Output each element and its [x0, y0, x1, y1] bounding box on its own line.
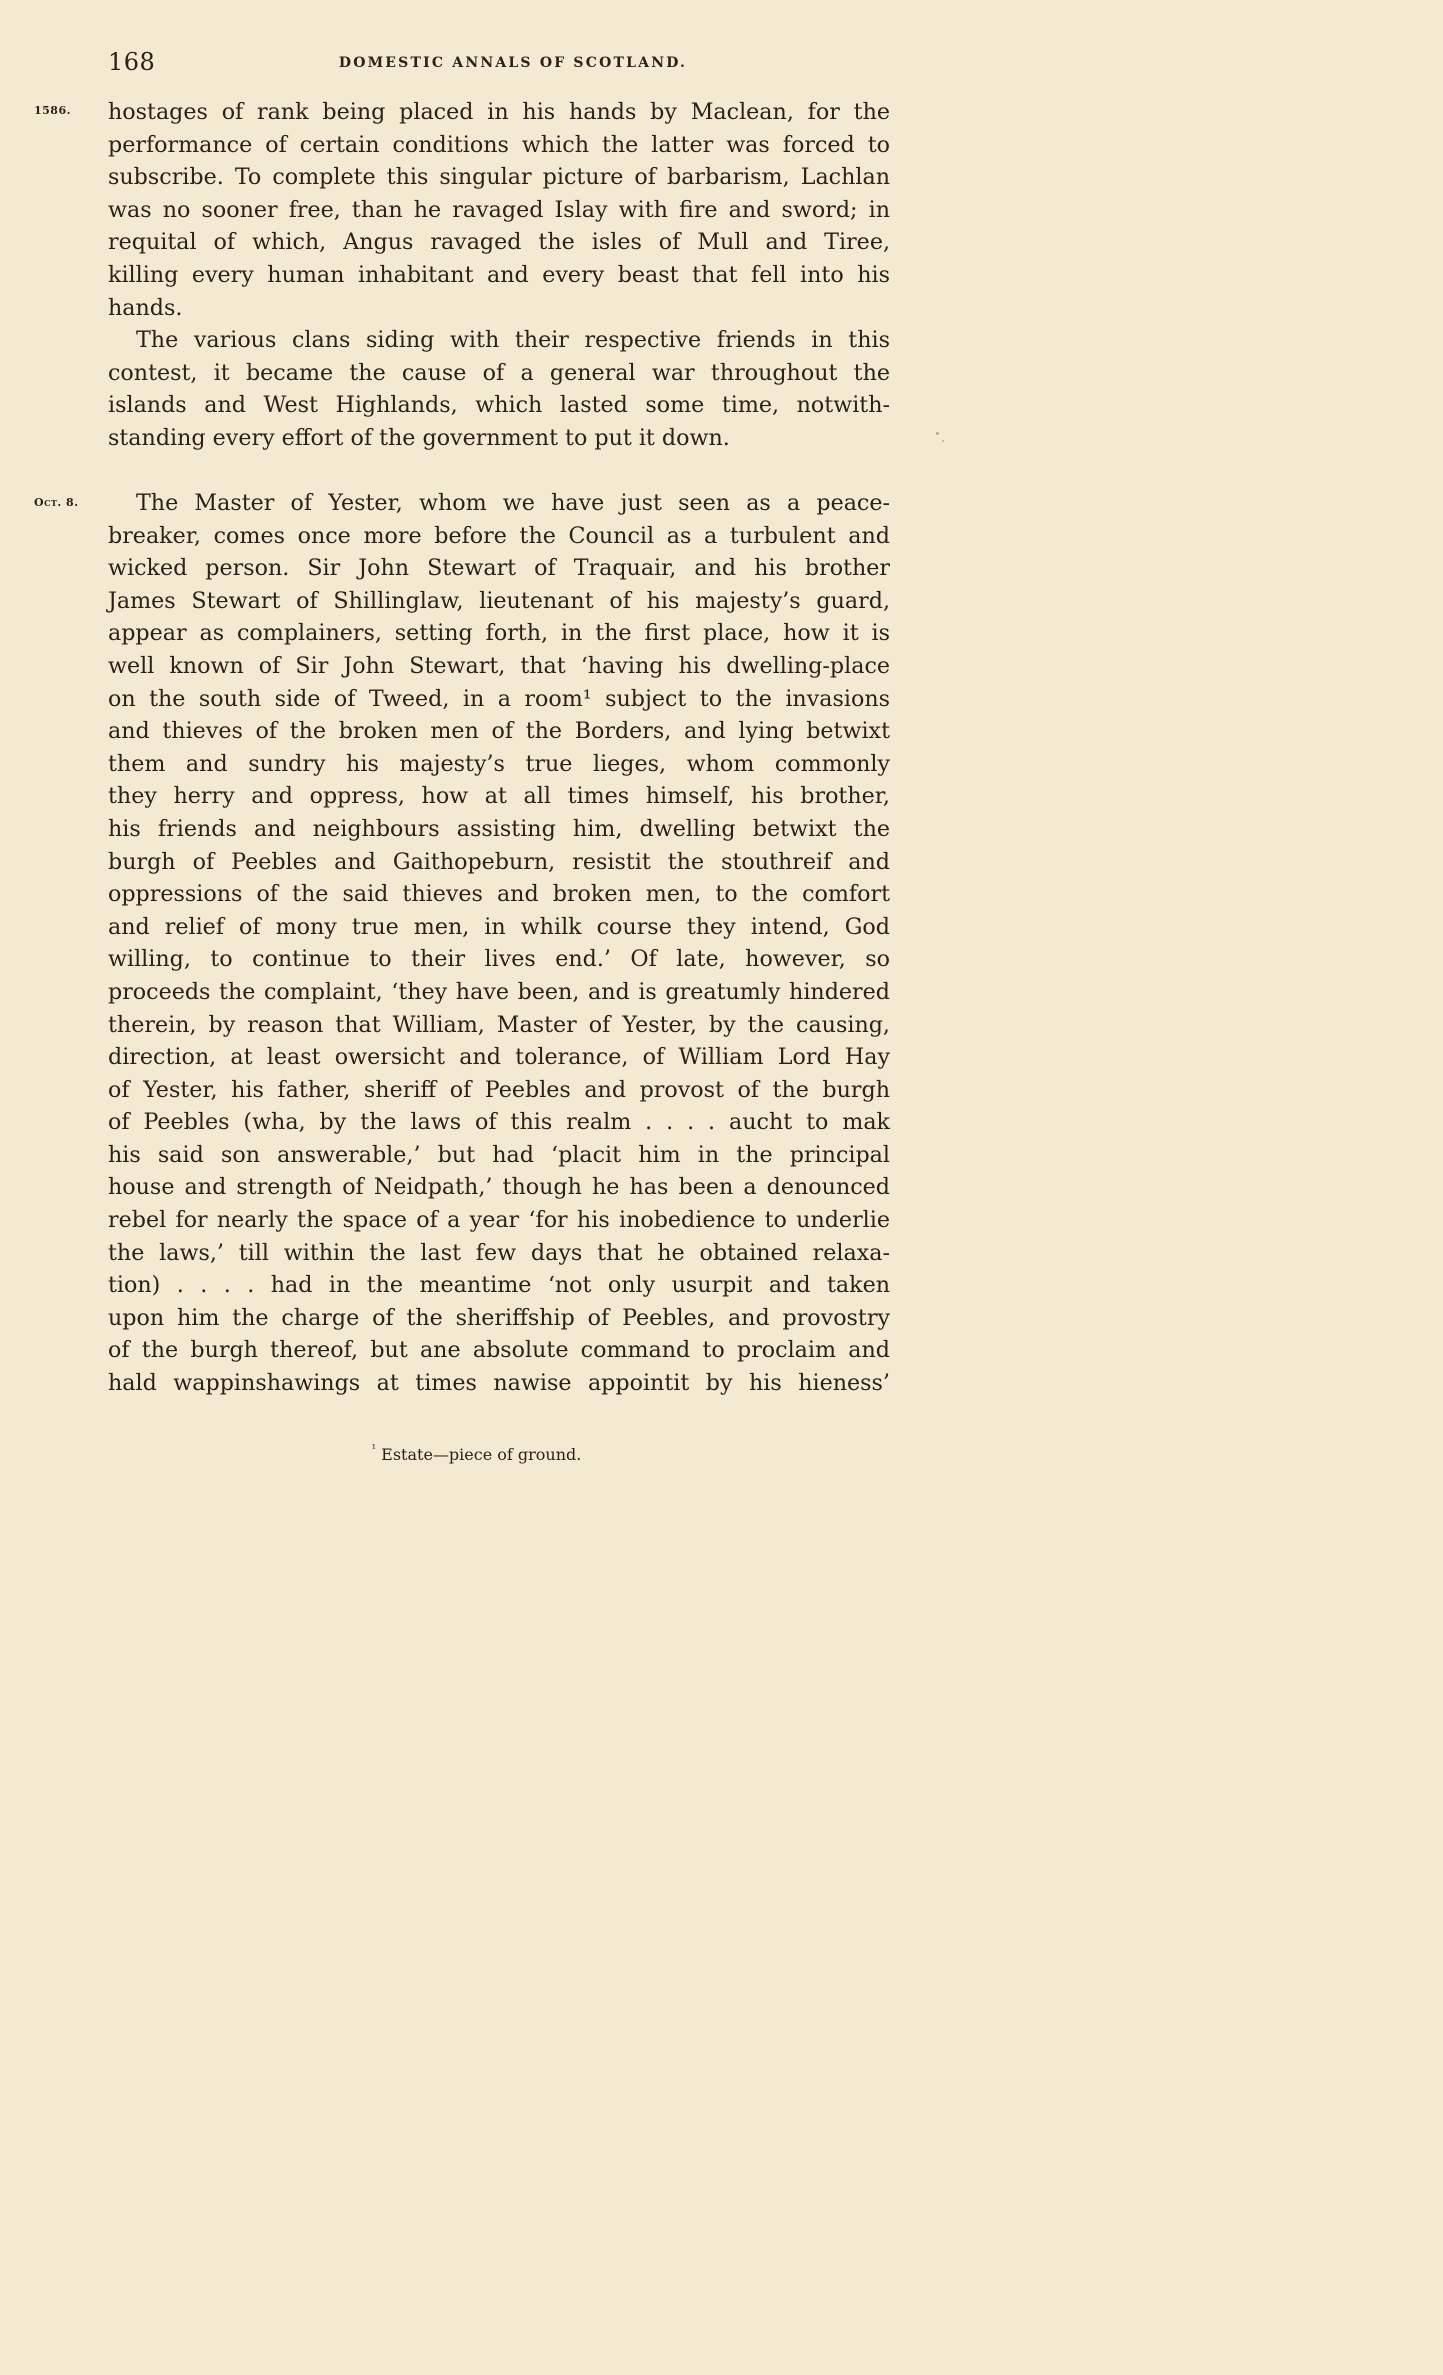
text-line: standing every effort of the government to put it down. [108, 424, 730, 451]
footnote [0, 1442, 953, 1464]
text-line: was no sooner free, than he ravaged Islay with fire and sword; in [108, 196, 890, 223]
text-line: killing every human inhabitant and every beast that fell into his [108, 261, 890, 288]
paper-speck [936, 432, 939, 435]
paragraph-1 [108, 96, 890, 324]
page-header [108, 48, 888, 78]
paragraph-3 [108, 487, 890, 1400]
text-line: The Master of Yester, whom we have just seen as a peace- [136, 490, 890, 516]
text-line: well known of Sir John Stewart, that ‘having his dwelling-place [108, 652, 890, 679]
page-number: 168 [108, 48, 156, 76]
book-page [0, 0, 953, 1568]
text-line: them and sundry his majesty’s true lieges, whom commonly [108, 750, 890, 777]
text-line: therein, by reason that William, Master of Yester, by the causing, [108, 1011, 890, 1038]
footnote-text: Estate—piece of ground. [381, 1445, 582, 1464]
text-line: burgh of Peebles and Gaithopeburn, resistit the stouthreif and [108, 848, 890, 875]
running-head: DOMESTIC ANNALS OF SCOTLAND. [338, 55, 688, 71]
text-line: islands and West Highlands, which lasted some time, notwith- [108, 392, 890, 419]
paragraph-2 [108, 324, 890, 454]
margin-date: Oct. 8. [34, 496, 79, 509]
text-line: the laws,’ till within the last few days that he obtained relaxa- [108, 1239, 890, 1266]
text-line: house and strength of Neidpath,’ though he has been a denounced [108, 1174, 890, 1201]
text-line: subscribe. To complete this singular picture of barbarism, Lachlan [108, 164, 890, 191]
text-line: contest, it became the cause of a general war throughout the [108, 359, 890, 386]
text-line: of the burgh thereof, but ane absolute command to proclaim and [108, 1337, 890, 1364]
text-line: and thieves of the broken men of the Borders, and lying betwixt [108, 718, 890, 745]
text-line: upon him the charge of the sheriffship of Peebles, and provostry [108, 1304, 890, 1331]
text-line: wicked person. Sir John Stewart of Traquair, and his brother [108, 555, 890, 582]
footnote-marker: ¹ [371, 1442, 377, 1455]
text-line: appear as complainers, setting forth, in the first place, how it is [108, 620, 890, 647]
text-line: performance of certain conditions which the latter was forced to [108, 131, 890, 158]
text-line: of Peebles (wha, by the laws of this realm . . . . aucht to mak [108, 1109, 890, 1136]
text-line: The various clans siding with their respective friends in this [136, 327, 890, 353]
text-line: on the south side of Tweed, in a room¹ subject to the invasions [108, 685, 890, 712]
text-line: willing, to continue to their lives end.’ Of late, however, so [108, 946, 890, 973]
text-line: breaker, comes once more before the Council as a turbulent and [108, 522, 890, 549]
text-line: oppressions of the said thieves and broken men, to the comfort [108, 881, 890, 908]
text-line: rebel for nearly the space of a year ‘for his inobedience to underlie [108, 1207, 890, 1234]
paper-speck [942, 440, 944, 442]
text-line: tion) . . . . had in the meantime ‘not only usurpit and taken [108, 1272, 890, 1299]
text-line: they herry and oppress, how at all times himself, his brother, [108, 783, 890, 810]
text-line: hands. [108, 294, 183, 321]
text-line: James Stewart of Shillinglaw, lieutenant of his majesty’s guard, [108, 587, 890, 614]
text-line: hald wappinshawings at times nawise appointit by his hieness’ [108, 1370, 890, 1397]
text-line: requital of which, Angus ravaged the isles of Mull and Tiree, [108, 229, 890, 256]
text-line: and relief of mony true men, in whilk course they intend, God [108, 913, 890, 940]
text-line: his friends and neighbours assisting him, dwelling betwixt the [108, 815, 890, 842]
margin-year: 1586. [34, 104, 71, 117]
text-line: his said son answerable,’ but had ‘placit him in the principal [108, 1141, 890, 1168]
text-line: proceeds the complaint, ‘they have been, and is greatumly hindered [108, 978, 890, 1005]
text-line: of Yester, his father, sheriff of Peebles and provost of the burgh [108, 1076, 890, 1103]
text-line: hostages of rank being placed in his hands by Maclean, for the [108, 99, 890, 125]
text-line: direction, at least owersicht and tolerance, of William Lord Hay [108, 1044, 890, 1071]
